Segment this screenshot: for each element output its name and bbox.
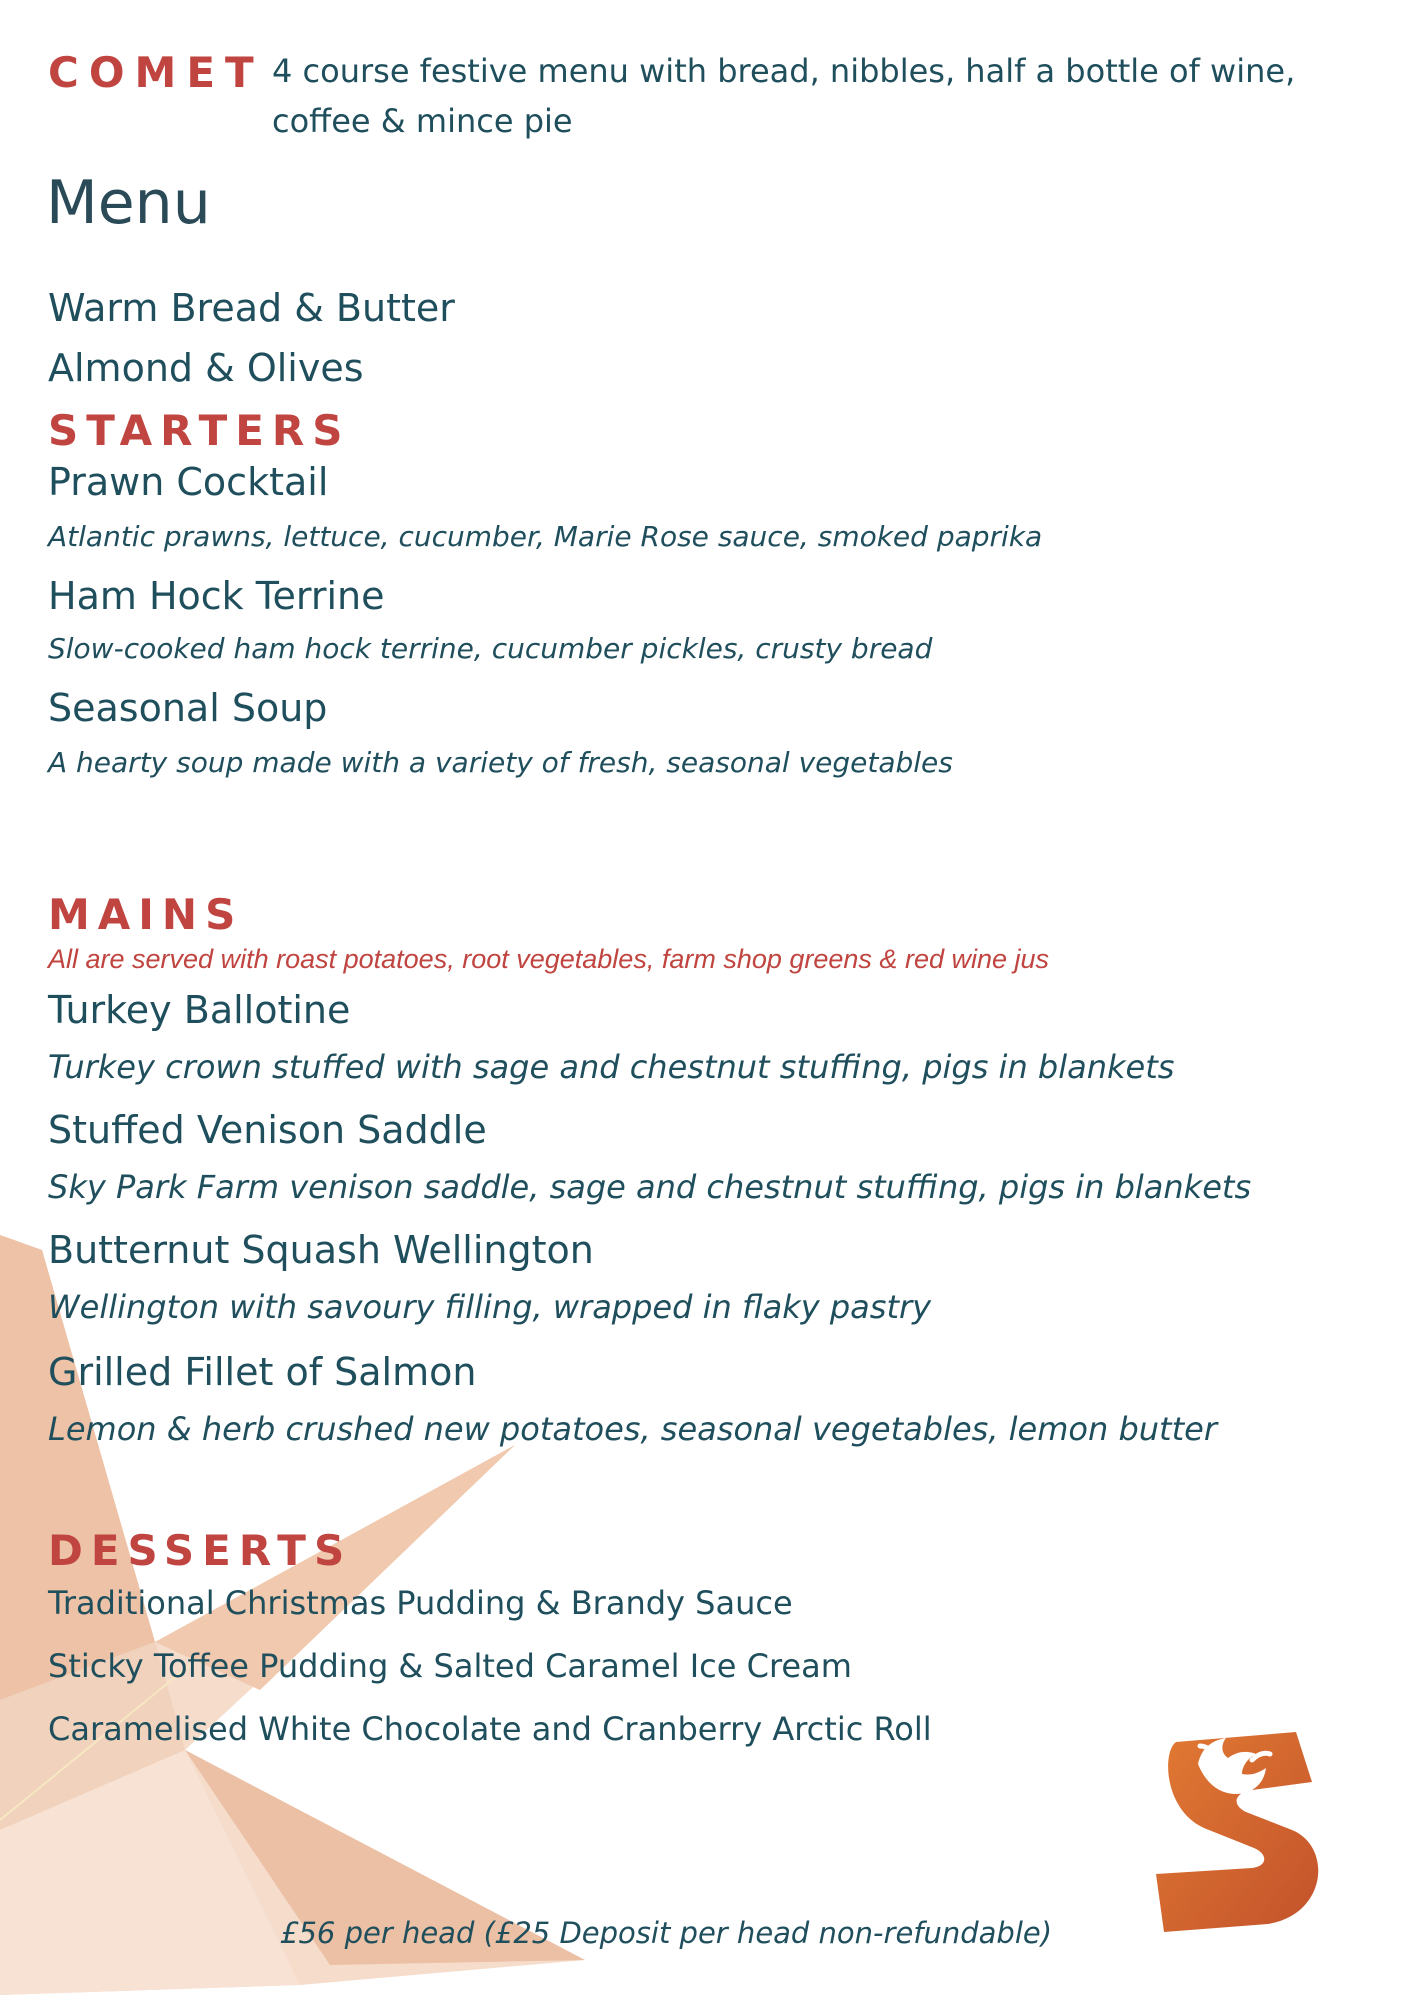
dish-description: A hearty soup made with a variety of fresh, seasonal vegetables (48, 746, 953, 779)
dish-name: Grilled Fillet of Salmon (48, 1350, 477, 1394)
nibble-item-1: Warm Bread & Butter (48, 286, 455, 330)
dish-name: Butternut Squash Wellington (48, 1228, 594, 1272)
dish-name: Turkey Ballotine (48, 988, 351, 1032)
dish-name: Ham Hock Terrine (48, 574, 385, 618)
brand-title: COMET (48, 48, 264, 97)
dish-name: Seasonal Soup (48, 686, 328, 730)
nibble-item-2: Almond & Olives (48, 346, 364, 390)
price-footer: £56 per head (£25 Deposit per head non-refundable) (280, 1916, 1053, 1950)
dish-description: Wellington with savoury filling, wrapped in flaky pastry (48, 1288, 932, 1326)
section-heading-desserts: DESSERTS (48, 1526, 353, 1575)
dish-description: Sky Park Farm venison saddle, sage and chestnut stuffing, pigs in blankets (48, 1168, 1252, 1206)
section-heading-starters: STARTERS (48, 406, 351, 455)
intro-line-1: 4 course festive menu with bread, nibbles, half a bottle of wine, (272, 52, 1296, 90)
dish-name: Stuffed Venison Saddle (48, 1108, 487, 1152)
page-title: Menu (46, 168, 211, 238)
stag-s-logo-icon (1156, 1724, 1332, 1936)
dessert-item: Sticky Toffee Pudding & Salted Caramel Ice Cream (48, 1647, 852, 1685)
dessert-item: Caramelised White Chocolate and Cranberry Arctic Roll (48, 1710, 932, 1748)
intro-line-2: coffee & mince pie (272, 102, 573, 140)
dish-description: Slow-cooked ham hock terrine, cucumber pickles, crusty bread (48, 632, 933, 665)
mains-note: All are served with roast potatoes, root vegetables, farm shop greens & red wine jus (48, 944, 1050, 974)
dish-description: Atlantic prawns, lettuce, cucumber, Marie Rose sauce, smoked paprika (48, 520, 1043, 553)
dessert-item: Traditional Christmas Pudding & Brandy Sauce (48, 1584, 793, 1622)
dish-description: Turkey crown stuffed with sage and chestnut stuffing, pigs in blankets (48, 1048, 1175, 1086)
dish-description: Lemon & herb crushed new potatoes, seasonal vegetables, lemon butter (48, 1410, 1217, 1448)
dish-name: Prawn Cocktail (48, 460, 329, 504)
section-heading-mains: MAINS (48, 890, 244, 939)
